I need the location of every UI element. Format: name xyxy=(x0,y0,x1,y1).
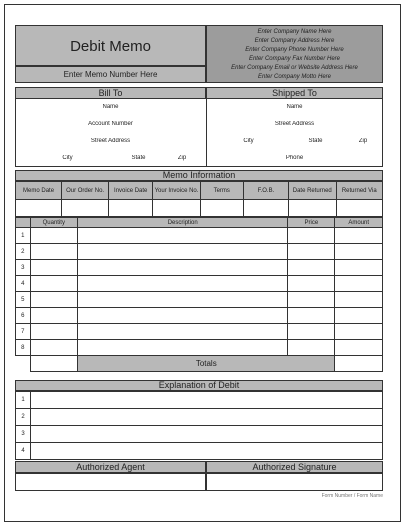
item-row-number: 6 xyxy=(16,308,31,324)
item-description-cell[interactable] xyxy=(78,228,288,244)
item-quantity-cell[interactable] xyxy=(30,260,78,276)
footer-credit: Form Number / Form Name xyxy=(321,493,383,499)
shipped-to-address[interactable]: Street Address xyxy=(274,121,315,127)
items-col-description: Description xyxy=(78,218,288,228)
memo-info-cell[interactable] xyxy=(153,200,200,217)
item-amount-cell[interactable] xyxy=(335,276,383,292)
company-fax: Enter Company Fax Number Here xyxy=(248,56,341,62)
explanation-heading-bar xyxy=(15,380,383,391)
memo-info-cell[interactable] xyxy=(200,200,243,217)
memo-info-heading-bar xyxy=(15,170,383,181)
item-row-number: 1 xyxy=(16,228,31,244)
memo-info-col-order-no: Our Order No. xyxy=(62,182,109,200)
company-email: Enter Company Email or Website Address Here xyxy=(231,65,358,71)
memo-info-table xyxy=(15,181,383,217)
totals-spacer xyxy=(16,356,31,372)
item-quantity-cell[interactable] xyxy=(30,308,78,324)
item-row-number: 4 xyxy=(16,276,31,292)
items-col-price: Price xyxy=(288,218,335,228)
totals-amount-cell[interactable] xyxy=(335,356,383,372)
memo-info-col-date-returned: Date Returned xyxy=(289,182,337,200)
item-row-number: 5 xyxy=(16,292,31,308)
item-quantity-cell[interactable] xyxy=(30,340,78,356)
bill-to-heading-bar xyxy=(15,87,206,99)
bill-to-account[interactable]: Account Number xyxy=(88,121,133,127)
item-price-cell[interactable] xyxy=(288,276,335,292)
item-amount-cell[interactable] xyxy=(335,228,383,244)
company-motto: Enter Company Motto Here xyxy=(257,74,332,80)
item-quantity-cell[interactable] xyxy=(30,324,78,340)
authorized-signature-label: Authorized Signature xyxy=(252,462,337,472)
bill-to-heading: Bill To xyxy=(98,88,123,98)
authorized-agent-label: Authorized Agent xyxy=(76,462,145,472)
item-description-cell[interactable] xyxy=(78,244,288,260)
item-price-cell[interactable] xyxy=(288,292,335,308)
authorized-agent-heading-bar xyxy=(15,461,206,473)
memo-info-col-fob: F.O.B. xyxy=(243,182,288,200)
shipped-to-heading: Shipped To xyxy=(272,88,317,98)
items-col-amount: Amount xyxy=(335,218,383,228)
explanation-row-number: 3 xyxy=(16,426,31,443)
item-row-number: 8 xyxy=(16,340,31,356)
authorized-signature-field[interactable] xyxy=(206,473,383,491)
shipped-to-heading-bar xyxy=(206,87,383,99)
item-price-cell[interactable] xyxy=(288,340,335,356)
memo-info-col-terms: Terms xyxy=(200,182,243,200)
item-row-number: 7 xyxy=(16,324,31,340)
company-address: Enter Company Address Here xyxy=(254,38,335,44)
company-phone: Enter Company Phone Number Here xyxy=(245,47,344,53)
item-amount-cell[interactable] xyxy=(335,340,383,356)
item-description-cell[interactable] xyxy=(78,340,288,356)
title-box xyxy=(15,25,206,66)
bill-to-zip[interactable]: Zip xyxy=(177,155,187,161)
item-price-cell[interactable] xyxy=(288,228,335,244)
item-quantity-cell[interactable] xyxy=(30,276,78,292)
item-description-cell[interactable] xyxy=(78,308,288,324)
bill-to-address[interactable]: Street Address xyxy=(90,138,131,144)
item-amount-cell[interactable] xyxy=(335,292,383,308)
item-amount-cell[interactable] xyxy=(335,324,383,340)
memo-info-cell[interactable] xyxy=(336,200,382,217)
explanation-line[interactable] xyxy=(31,392,383,409)
totals-blank-cell xyxy=(30,356,78,372)
memo-info-cell[interactable] xyxy=(243,200,288,217)
item-amount-cell[interactable] xyxy=(335,308,383,324)
item-description-cell[interactable] xyxy=(78,324,288,340)
memo-number-field: Enter Memo Number Here xyxy=(63,70,158,79)
memo-info-cell[interactable] xyxy=(16,200,62,217)
memo-info-col-invoice-date: Invoice Date xyxy=(109,182,153,200)
item-quantity-cell[interactable] xyxy=(30,244,78,260)
item-price-cell[interactable] xyxy=(288,308,335,324)
memo-info-cell[interactable] xyxy=(289,200,337,217)
memo-info-col-invoice-no: Your Invoice No. xyxy=(153,182,200,200)
explanation-row-number: 4 xyxy=(16,443,31,460)
item-row-number: 3 xyxy=(16,260,31,276)
item-amount-cell[interactable] xyxy=(335,260,383,276)
item-price-cell[interactable] xyxy=(288,244,335,260)
bill-to-state[interactable]: State xyxy=(131,155,146,161)
company-name: Enter Company Name Here xyxy=(257,29,332,35)
shipped-to-state[interactable]: State xyxy=(308,138,323,144)
totals-label: Totals xyxy=(78,356,335,372)
authorized-agent-field[interactable] xyxy=(15,473,206,491)
memo-info-col-returned-via: Returned Via xyxy=(336,182,382,200)
explanation-heading: Explanation of Debit xyxy=(158,380,240,390)
shipped-to-phone[interactable]: Phone xyxy=(285,155,304,161)
item-price-cell[interactable] xyxy=(288,324,335,340)
item-description-cell[interactable] xyxy=(78,260,288,276)
memo-info-cell[interactable] xyxy=(109,200,153,217)
explanation-table xyxy=(15,391,383,460)
items-table xyxy=(15,217,383,372)
memo-number-box[interactable] xyxy=(15,66,206,83)
memo-info-cell[interactable] xyxy=(62,200,109,217)
explanation-line[interactable] xyxy=(31,443,383,460)
item-description-cell[interactable] xyxy=(78,276,288,292)
authorized-signature-heading-bar xyxy=(206,461,383,473)
explanation-row-number: 2 xyxy=(16,409,31,426)
items-col-quantity: Quantity xyxy=(30,218,78,228)
memo-info-col-memo-date: Memo Date xyxy=(16,182,62,200)
item-quantity-cell[interactable] xyxy=(30,228,78,244)
item-quantity-cell[interactable] xyxy=(30,292,78,308)
memo-info-heading: Memo Information xyxy=(162,170,236,180)
bill-to-city[interactable]: City xyxy=(62,155,73,161)
item-amount-cell[interactable] xyxy=(335,244,383,260)
shipped-to-city[interactable]: City xyxy=(243,138,254,144)
explanation-line[interactable] xyxy=(31,409,383,426)
explanation-row-number: 1 xyxy=(16,392,31,409)
bill-to-name[interactable]: Name xyxy=(102,104,119,110)
item-price-cell[interactable] xyxy=(288,260,335,276)
company-info-box[interactable] xyxy=(206,25,383,83)
shipped-to-name[interactable]: Name xyxy=(286,104,303,110)
shipped-to-zip[interactable]: Zip xyxy=(358,138,368,144)
items-col-number xyxy=(16,218,31,228)
explanation-line[interactable] xyxy=(31,426,383,443)
item-description-cell[interactable] xyxy=(78,292,288,308)
form-title: Debit Memo xyxy=(70,38,151,55)
item-row-number: 2 xyxy=(16,244,31,260)
